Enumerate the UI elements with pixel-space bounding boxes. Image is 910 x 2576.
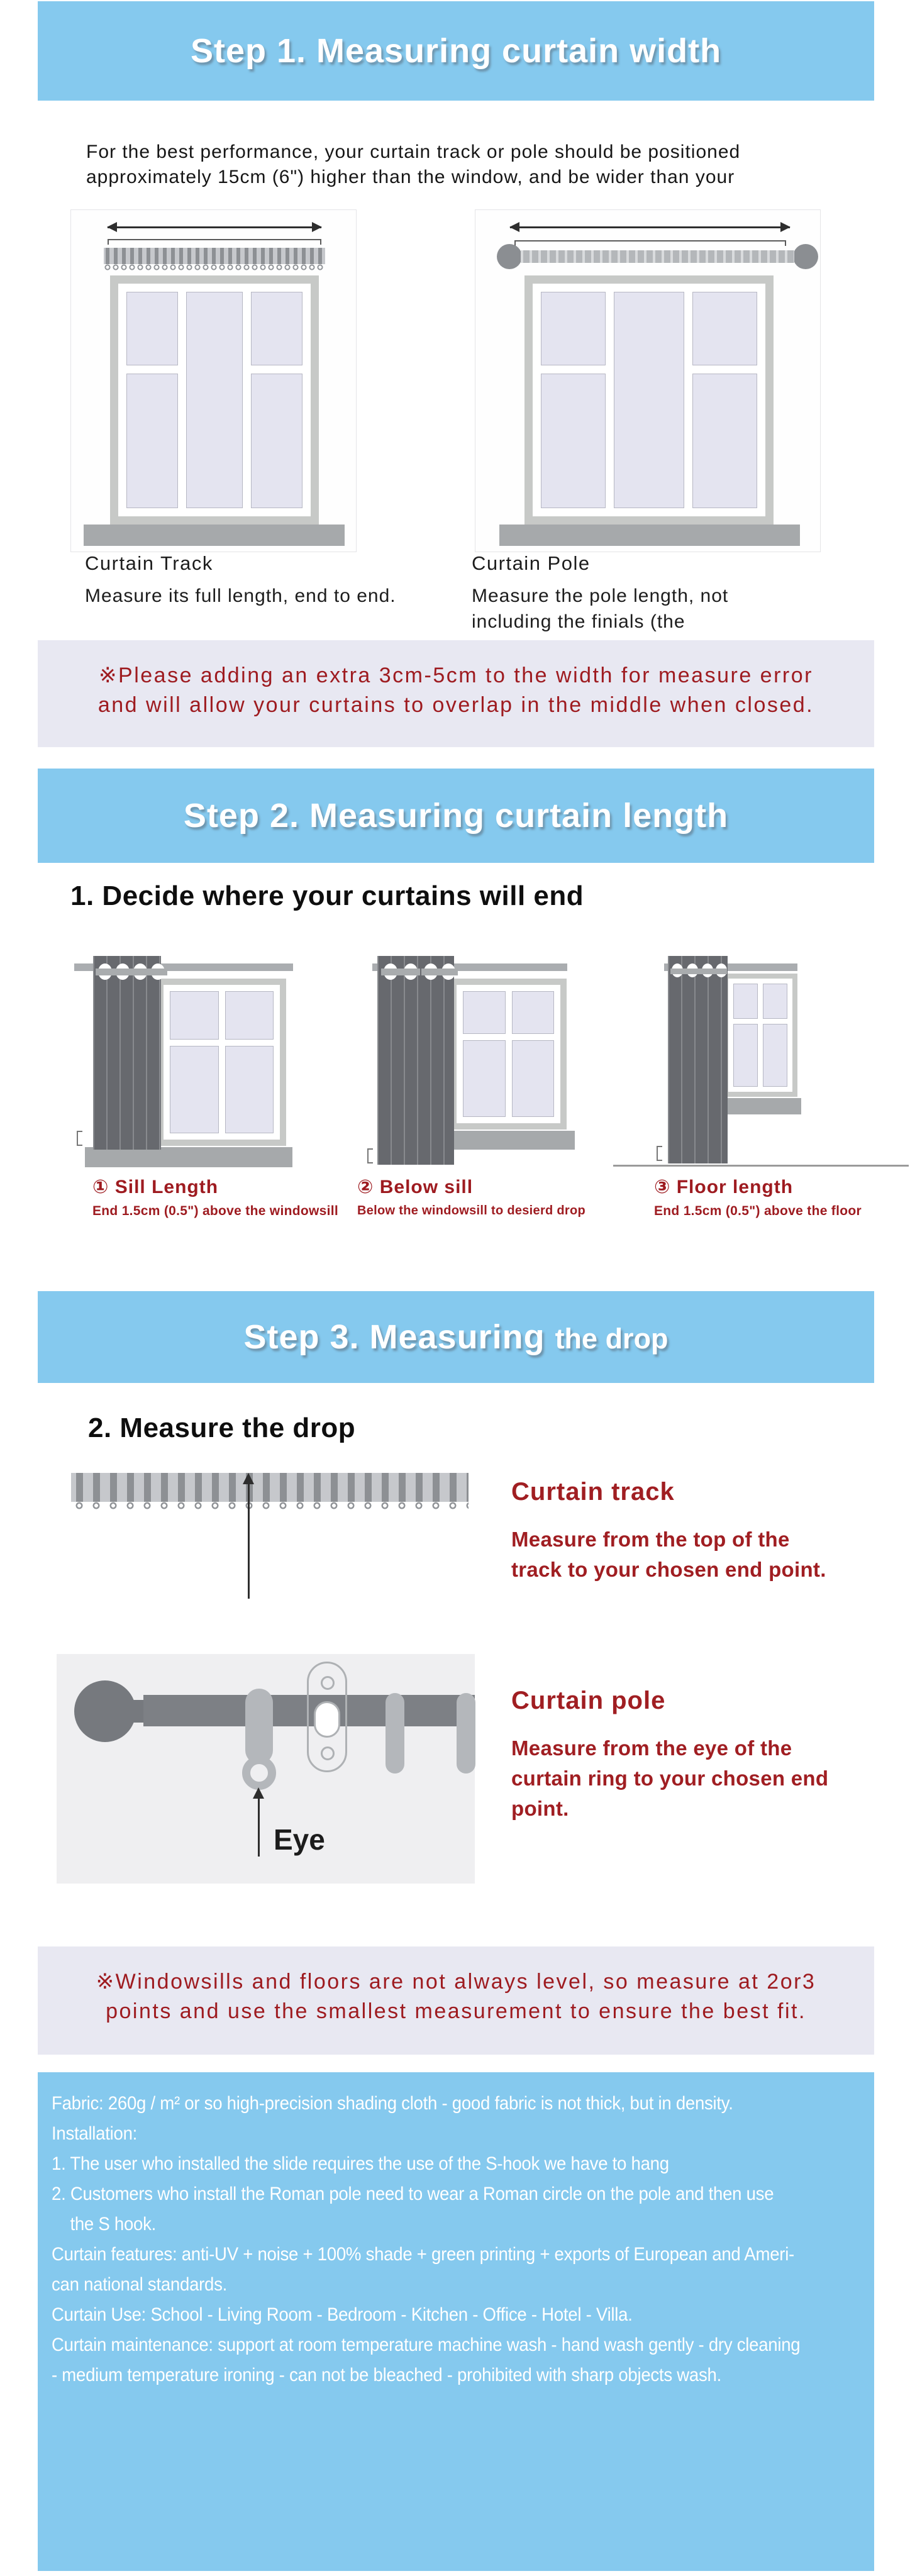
track-hooks-row bbox=[104, 264, 325, 272]
windowsill bbox=[84, 525, 345, 546]
window-column bbox=[186, 292, 243, 508]
measure-end-tick bbox=[77, 1131, 82, 1146]
curtain-pole-scene bbox=[57, 1654, 475, 1884]
measure-end-tick bbox=[657, 1146, 662, 1161]
curtain-panel-sill-length bbox=[93, 956, 161, 1150]
pole-through-grommets bbox=[132, 969, 167, 975]
ring-eye-icon bbox=[242, 1756, 276, 1790]
window-pane bbox=[541, 374, 606, 508]
step1-intro-line1: For the best performance, your curtain track or pole should be positioned bbox=[86, 142, 741, 162]
window-column bbox=[541, 292, 606, 508]
windowsill bbox=[499, 525, 800, 546]
pole-measure-desc bbox=[511, 1733, 828, 1824]
option1-desc: End 1.5cm (0.5") above the windowsill bbox=[92, 1204, 338, 1218]
track-desc-line2: track to your chosen end point. bbox=[511, 1558, 826, 1581]
window-pane bbox=[251, 292, 302, 365]
detail-install-step1: 1. The user who installed the slide requires the use of the S-hook we have to hang bbox=[52, 2153, 669, 2174]
curtain-panel-below-sill bbox=[377, 956, 454, 1165]
window-pane bbox=[512, 1040, 555, 1117]
track-desc-line1: Measure from the top of the bbox=[511, 1528, 790, 1551]
option2-desc: Below the windowsill to desierd drop bbox=[357, 1204, 586, 1218]
width-arrow-icon bbox=[510, 226, 790, 228]
windowsill bbox=[85, 1147, 292, 1167]
track-measure-heading: Curtain track bbox=[511, 1478, 675, 1506]
pole-desc-line3: point. bbox=[511, 1797, 569, 1820]
window-column bbox=[692, 292, 757, 508]
curtain-ring bbox=[457, 1693, 475, 1774]
window-illustration bbox=[524, 275, 774, 525]
window-pane bbox=[614, 292, 685, 508]
bracket-screw-icon bbox=[321, 1746, 335, 1760]
option2-label: ② Below sill bbox=[357, 1177, 474, 1197]
note1-line2: and will allow your curtains to overlap in the middle when closed. bbox=[97, 693, 814, 717]
curtain-ring bbox=[245, 1689, 273, 1764]
step1-title: Step 1. Measuring curtain width bbox=[190, 32, 722, 70]
window-pane bbox=[225, 1046, 274, 1133]
window-inner-frame bbox=[533, 284, 765, 516]
step3-title-sub: the drop bbox=[555, 1323, 669, 1355]
track-label-block bbox=[85, 552, 396, 609]
window-pane bbox=[463, 991, 506, 1034]
step2-heading: 1. Decide where your curtains will end bbox=[70, 880, 584, 911]
window-pane bbox=[126, 292, 178, 365]
pole-label: Curtain Pole bbox=[472, 552, 591, 574]
bracket-slot bbox=[314, 1701, 340, 1738]
product-details-panel bbox=[38, 2072, 874, 2571]
step1-intro-line2: approximately 15cm (6") higher than the window, and be wider than your bbox=[86, 167, 735, 187]
window-pane bbox=[170, 991, 219, 1040]
measure-bracket-icon bbox=[108, 239, 321, 245]
step3-heading: 2. Measure the drop bbox=[88, 1413, 356, 1443]
window-pane bbox=[170, 1046, 219, 1133]
window-column bbox=[463, 991, 506, 1117]
window-pane bbox=[463, 1040, 506, 1117]
window-pane bbox=[763, 1024, 787, 1087]
option3-desc: End 1.5cm (0.5") above the floor bbox=[654, 1204, 862, 1218]
window-illustration bbox=[110, 275, 319, 525]
detail-fabric: Fabric: 260g / m² or so high-precision shading cloth - good fabric is not thick, but in density. bbox=[52, 2093, 733, 2114]
curtain-track-strip bbox=[71, 1473, 469, 1502]
detail-install-step2: 2. Customers who install the Roman pole need to wear a Roman circle on the pole and then use bbox=[52, 2184, 774, 2204]
pole-finial-right bbox=[793, 244, 818, 269]
track-hooks-row bbox=[71, 1502, 469, 1511]
window-pane bbox=[225, 991, 274, 1040]
window-pane bbox=[541, 292, 606, 365]
curtain-ring bbox=[386, 1693, 404, 1774]
step2-title: Step 2. Measuring curtain length bbox=[183, 797, 729, 835]
step1-intro-paragraph bbox=[86, 140, 740, 190]
measure-end-tick bbox=[367, 1148, 373, 1163]
pole-desc-line2: curtain ring to your chosen end bbox=[511, 1767, 829, 1790]
detail-install-step2b: the S hook. bbox=[70, 2214, 157, 2235]
curtain-track-strip bbox=[104, 248, 325, 264]
pole-through-grommets bbox=[421, 969, 458, 975]
width-measure-note bbox=[38, 640, 874, 747]
window-inner-frame bbox=[164, 985, 280, 1140]
detail-maintenance2: - medium temperature ironing - can not be bleached - prohibited with sharp objects wash. bbox=[52, 2365, 721, 2385]
measure-bracket-icon bbox=[514, 240, 786, 246]
window-pane bbox=[733, 1024, 758, 1087]
window-column bbox=[225, 991, 274, 1133]
floor-line bbox=[613, 1165, 909, 1167]
curtain-track-illustration bbox=[70, 209, 357, 552]
window-inner-frame bbox=[118, 284, 311, 516]
window-pane bbox=[512, 991, 555, 1034]
detail-installation: Installation: bbox=[52, 2123, 138, 2144]
step3-banner bbox=[38, 1291, 874, 1383]
option1-label: ① Sill Length bbox=[92, 1177, 219, 1197]
window-illustration bbox=[157, 979, 286, 1146]
wall-bracket bbox=[307, 1662, 347, 1772]
detail-features2: can national standards. bbox=[52, 2274, 228, 2295]
pole-measure-heading: Curtain pole bbox=[511, 1687, 666, 1714]
pole-through-grommets bbox=[381, 969, 420, 975]
pole-label-block bbox=[472, 552, 728, 635]
window-column bbox=[763, 984, 787, 1087]
up-arrow-icon bbox=[248, 1482, 250, 1599]
step1-banner bbox=[38, 1, 874, 101]
width-arrow-icon bbox=[108, 226, 321, 228]
detail-use: Curtain Use: School - Living Room - Bedroom - Kitchen - Office - Hotel - Villa. bbox=[52, 2304, 633, 2325]
curtain-pole-illustration bbox=[475, 209, 821, 552]
eye-label: Eye bbox=[274, 1823, 325, 1856]
track-label: Curtain Track bbox=[85, 552, 213, 574]
window-pane bbox=[692, 292, 757, 365]
windowsill bbox=[718, 1098, 801, 1114]
detail-maintenance: Curtain maintenance: support at room temperature machine wash - hand wash gently - dry cleaning bbox=[52, 2334, 801, 2355]
window-pane bbox=[186, 292, 243, 508]
window-inner-frame bbox=[728, 979, 792, 1092]
window-pane bbox=[763, 984, 787, 1019]
note2-line1: ※Windowsills and floors are not always level, so measure at 2or3 bbox=[96, 1970, 816, 1994]
window-inner-frame bbox=[457, 985, 560, 1123]
pole-finial-ball bbox=[74, 1680, 136, 1742]
pole-description-line1: Measure the pole length, not bbox=[472, 586, 729, 606]
up-arrow-icon bbox=[258, 1796, 260, 1857]
note1-line1: ※Please adding an extra 3cm-5cm to the width for measure error bbox=[99, 663, 813, 687]
pole-desc-line1: Measure from the eye of the bbox=[511, 1736, 792, 1760]
window-column bbox=[170, 991, 219, 1133]
track-measure-desc bbox=[511, 1524, 826, 1585]
window-pane bbox=[733, 984, 758, 1019]
option3-label: ③ Floor length bbox=[654, 1177, 794, 1197]
step3-title: Step 3. Measuring bbox=[243, 1318, 545, 1356]
level-measure-note bbox=[38, 1946, 874, 2055]
pole-through-grommets bbox=[670, 969, 701, 974]
window-column bbox=[614, 292, 685, 508]
window-illustration bbox=[723, 974, 797, 1097]
window-column bbox=[126, 292, 178, 508]
pole-description-line2: including the finials (the bbox=[472, 611, 685, 632]
window-pane bbox=[126, 374, 178, 508]
curtain-panel-floor-length bbox=[668, 956, 728, 1163]
pole-through-grommets bbox=[701, 969, 727, 974]
track-description: Measure its full length, end to end. bbox=[85, 586, 396, 606]
bracket-screw-icon bbox=[321, 1676, 335, 1690]
detail-features: Curtain features: anti-UV + noise + 100% shade + green printing + exports of European and Ameri- bbox=[52, 2244, 794, 2265]
curtain-pole-bar bbox=[521, 250, 794, 263]
window-column bbox=[512, 991, 555, 1117]
window-column bbox=[251, 292, 302, 508]
note2-line2: points and use the smallest measurement to ensure the best fit. bbox=[106, 1999, 806, 2023]
window-pane bbox=[692, 374, 757, 508]
window-column bbox=[733, 984, 758, 1087]
windowsill bbox=[443, 1131, 575, 1150]
pole-through-grommets bbox=[96, 969, 132, 975]
window-pane bbox=[251, 374, 302, 508]
window-illustration bbox=[450, 979, 567, 1130]
pole-finial-left bbox=[497, 244, 522, 269]
step2-banner bbox=[38, 769, 874, 863]
